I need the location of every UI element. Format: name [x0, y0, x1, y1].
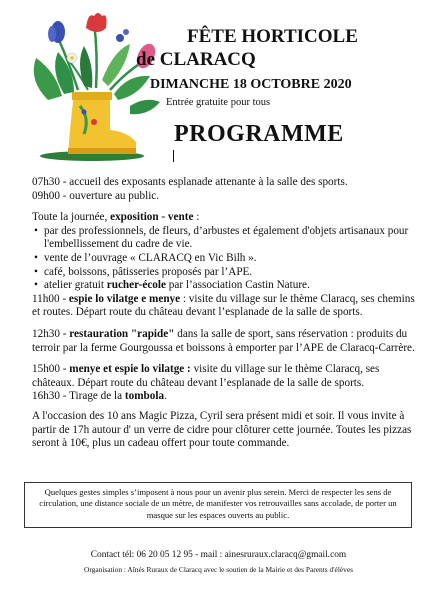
emphasis-text: tombola — [124, 390, 165, 403]
text-cursor — [173, 150, 174, 162]
bullet-item — [32, 279, 422, 293]
schedule-walk-1 — [32, 293, 422, 320]
emphasis-text: rucher-école — [106, 279, 166, 292]
schedule-walk-2 — [32, 363, 422, 390]
schedule-lunch — [32, 328, 422, 355]
red-tulip-icon — [86, 13, 107, 32]
free-entry-note: Entrée gratuite pour tous — [166, 97, 271, 108]
schedule-text: dans la salle de sport, sans réservation : produits du terroir par la ferme Gourgoussa et boissons à emporter par l’APE de Claracq-Carrère. — [32, 327, 415, 354]
organisation-line: Organisation : Aînés Ruraux de Claracq avec le soutien de la Mairie et des Parents d'élèves — [83, 565, 354, 574]
yellow-boot-icon — [68, 92, 136, 154]
schedule-text: - accueil des exposants esplanade attenante à la salle des sports. — [59, 176, 348, 188]
schedule-text: visite du village sur le thème Claracq, ses châteaux. Départ route du château devant l’esplanade de la salle de sports. — [32, 363, 380, 389]
programme-body — [32, 176, 422, 451]
allday-heading — [32, 211, 422, 225]
leaf-shape — [80, 46, 92, 88]
schedule-opening-2: 09h00 - ouverture au public. — [32, 189, 160, 202]
bullet-item: • par des professionnels, de fleurs, d’arbustes et également d'objets artisanaux pour l'embellissement du cadre de vie. — [32, 225, 422, 252]
schedule-opening-1 — [32, 176, 422, 190]
covid-notice-box — [24, 482, 412, 528]
blue-flower-icon — [48, 21, 65, 43]
notice-text: Quelques gestes simples s’imposent à nous pour un avenir plus serein. Merci de respecter les sens de circulation, une distance sociale de un mètre, de manifester vos retrouvailles sans accolade, de porter un masque sur les espaces ouverts au public. — [39, 487, 397, 520]
pizza-announcement: A l'occasion des 10 ans Magic Pizza, Cyril sera présent midi et soir. Il vous invite à partir de 17h autour d' un verre de cidre pour clôturer cette journée. Toutes les pizzas seront à 10€, plus un cadeau offert pour toute commande. — [32, 409, 412, 450]
time-label: 16h30 - Tirage de la — [32, 390, 125, 403]
emphasis-text: exposition - vente — [110, 211, 194, 224]
emphasis-text: menye et espie lo vilatge : — [69, 363, 191, 376]
garden-boot-illustration — [18, 10, 168, 165]
time-label: 12h30 - — [32, 327, 70, 340]
schedule-text: : — [193, 211, 200, 224]
schedule-text: . — [164, 390, 167, 403]
schedule-tombola — [32, 390, 422, 404]
bullet-item: • café, boissons, pâtisseries proposés par l’APE. — [32, 266, 422, 280]
programme-heading: PROGRAMME — [174, 121, 344, 147]
time-label: 15h00 - — [32, 363, 70, 376]
white-flower-icon — [67, 53, 77, 63]
title-line-2: de CLARACQ — [136, 49, 256, 70]
contact-line: Contact tél: 06 20 05 12 95 - mail : ainesruraux.claracq@gmail.com — [90, 550, 347, 560]
title-line-1: FÊTE HORTICOLE — [187, 26, 358, 47]
schedule-text: : visite du village sur le thème Claracq, ses chemins et routes. Départ route du château devant l’esplanade de la salle de sports. — [32, 292, 415, 319]
schedule-text: atelier gratuit — [44, 279, 107, 292]
small-blue-flower-icon — [116, 29, 129, 42]
bullet-item: • vente de l’ouvrage « CLARACQ en Vic Bilh ». — [32, 252, 422, 266]
emphasis-text: restauration "rapide" — [69, 327, 175, 340]
schedule-text: par l’association Castin Nature. — [165, 279, 310, 292]
time-label: 11h00 - — [32, 292, 69, 305]
emphasis-text: espie lo vilatge e menye — [68, 292, 181, 305]
event-date: DIMANCHE 18 OCTOBRE 2020 — [150, 77, 352, 92]
leaf-shape — [130, 100, 160, 115]
time-label: 07h30 — [32, 176, 60, 188]
schedule-text: Toute la journée, — [32, 211, 111, 224]
leaf-shape — [102, 44, 130, 86]
